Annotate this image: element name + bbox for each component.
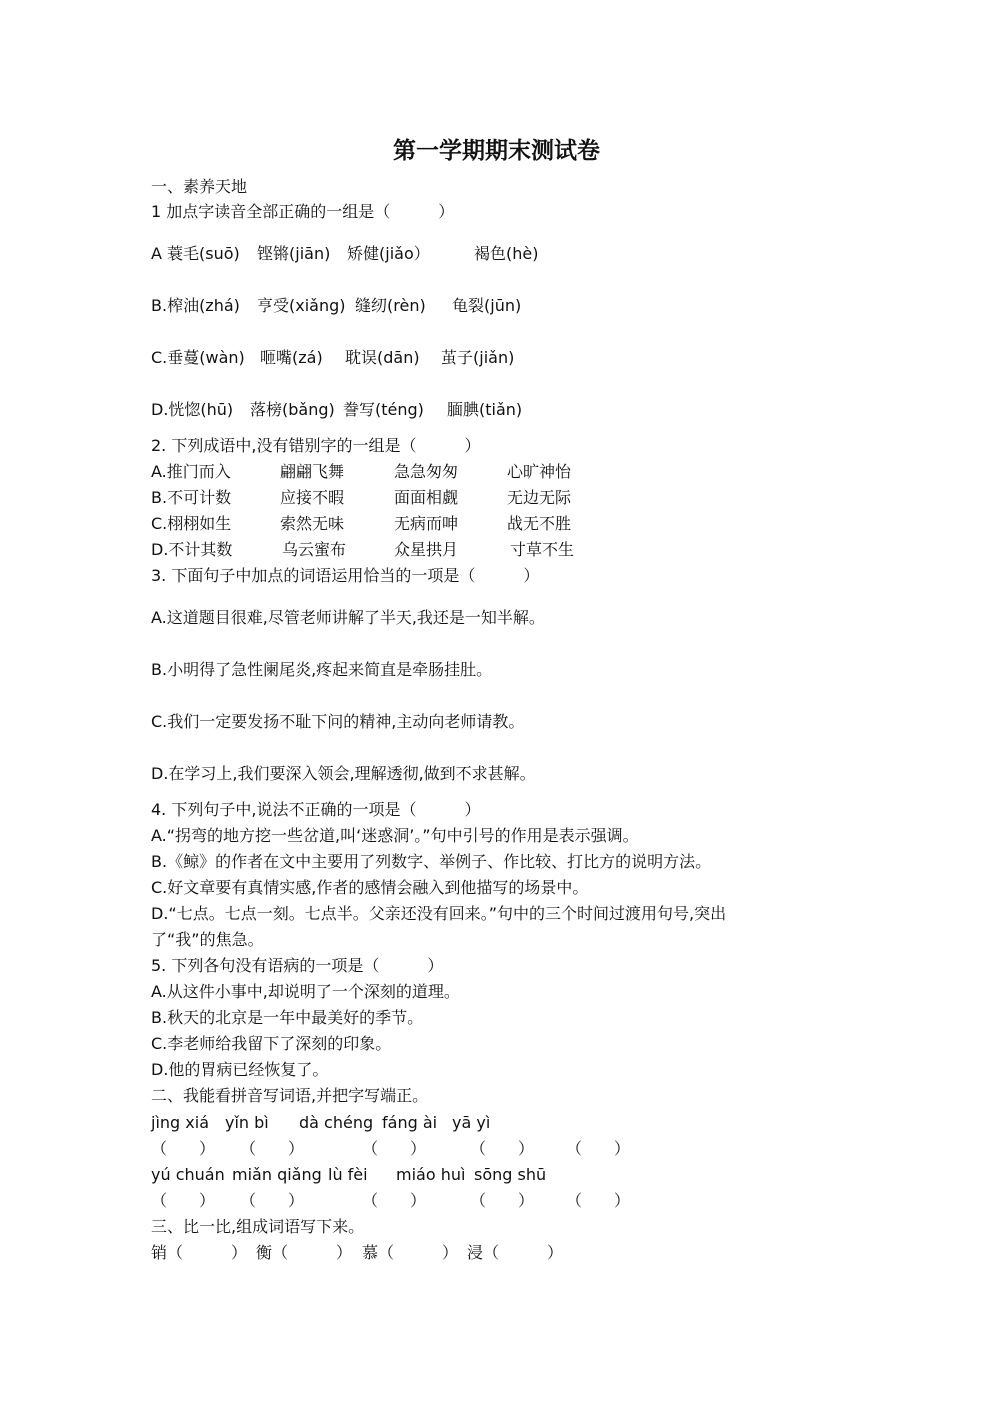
answer-blank[interactable]: （ ）	[240, 1139, 305, 1158]
compare-item[interactable]: 慕（ ）	[362, 1243, 459, 1262]
answer-blank[interactable]: （ ）	[470, 1191, 535, 1210]
q5-option-c: C.李老师给我留下了深刻的印象。	[151, 1034, 392, 1053]
q2-stem: 2. 下列成语中,没有错别字的一组是（ ）	[151, 436, 481, 455]
q4-stem: 4. 下列句子中,说法不正确的一项是（ ）	[151, 800, 481, 819]
answer-blank[interactable]: （ ）	[362, 1191, 427, 1210]
q5-option-d: D.他的胃病已经恢复了。	[151, 1060, 329, 1079]
section1-heading: 一、素养天地	[151, 177, 248, 196]
q4-option-d-line2: 了“我”的焦急。	[151, 930, 264, 949]
compare-item[interactable]: 销（ ）	[151, 1243, 248, 1262]
answer-blank[interactable]: （ ）	[566, 1191, 631, 1210]
q5-option-a: A.从这件小事中,却说明了一个深刻的道理。	[151, 982, 460, 1001]
answer-blank[interactable]: （ ）	[240, 1191, 305, 1210]
q4-option-d-line1: D.“七点。七点一刻。七点半。父亲还没有回来。”句中的三个时间过渡用句号,突出	[151, 904, 727, 923]
answer-blank[interactable]: （ ）	[151, 1191, 216, 1210]
q3-option-d: D.在学习上,我们要深入领会,理解透彻,做到不求甚解。	[151, 764, 536, 783]
q3-option-c: C.我们一定要发扬不耻下问的精神,主动向老师请教。	[151, 712, 525, 731]
page-title: 第一学期期末测试卷	[393, 137, 600, 164]
q4-option-b: B.《鲸》的作者在文中主要用了列数字、举例子、作比较、打比方的说明方法。	[151, 852, 712, 871]
q3-option-b: B.小明得了急性阑尾炎,疼起来简直是牵肠挂肚。	[151, 660, 493, 679]
q3-stem: 3. 下面句子中加点的词语运用恰当的一项是（ ）	[151, 566, 540, 585]
section3-heading: 三、比一比,组成词语写下来。	[151, 1217, 365, 1236]
compare-item[interactable]: 衡（ ）	[256, 1243, 353, 1262]
answer-blank[interactable]: （ ）	[151, 1139, 216, 1158]
q4-option-a: A.“拐弯的地方挖一些岔道,叫‘迷惑洞’。”句中引号的作用是表示强调。	[151, 826, 639, 845]
compare-item[interactable]: 浸（ ）	[467, 1243, 564, 1262]
answer-blank[interactable]: （ ）	[566, 1139, 631, 1158]
q4-option-c: C.好文章要有真情实感,作者的感情会融入到他描写的场景中。	[151, 878, 589, 897]
answer-blank[interactable]: （ ）	[362, 1139, 427, 1158]
exam-page: 第一学期期末测试卷 一、素养天地 1 加点字读音全部正确的一组是（ ） A 蓑毛(suō) 铿锵(jiān) 矫健(jiǎo） 褐色(hè) B.榨油(zhá) 亨受(xiǎng) 缝纫(rèn) 龟裂(jūn) C.垂蔓(wàn) 咂嘴(zá) 耽误(dān) 茧子(jiǎn) D.恍惚(hū) 落榜(bǎng) 誊写(téng) 腼腆(tiǎn) 2. 下列成语中,没有错别字的一组是（ ） A.推门而入 翩翩飞舞 急急匆匆 心旷神怡 B.不可计数 应接不暇 面面相觑 无边无际 C.栩栩如生 索然无味 无病而呻 战无不胜 D.不计其数 乌云蜜布 众星拱月 寸草不生 3. 下面句子中加点的词语运用恰当的一项是（ ） A.这道题目很难,尽管老师讲解了半天,我还是一知半解。 B.小明得了急性阑尾炎,疼起来简直是牵肠挂肚。 C.我们一定要发扬不耻下问的精神,主动向老师请教。 D.在学习上,我们要深入领会,理解透彻,做到不求甚解。 4. 下列句子中,说法不正确的一项是（ ） A.“拐弯的地方挖一些岔道,叫‘迷惑洞’。”句中引号的作用是表示强调。 B.《鲸》的作者在文中主要用了列数字、举例子、作比较、打比方的说明方法。 C.好文章要有真情实感,作者的感情会融入到他描写的场景中。 D.“七点。七点一刻。七点半。父亲还没有回来。”句中的三个时间过渡用句号,突出 了“我”的焦急。 5. 下列各句没有语病的一项是（ ） A.从这件小事中,却说明了一个深刻的道理。 B.秋天的北京是一年中最美好的季节。 C.李老师给我留下了深刻的印象。 D.他的胃病已经恢复了。 二、我能看拼音写词语,并把字写端正。 jìng xiá yǐn bì dà chéng fáng ài yā yì （ ） （ ） （ ） （ ） （ ） yú chuán miǎn qiǎng lù fèi miáo huì sōng shū （ ） （ ） （ ） （ ） （ ） 三、比一比,组成词语写下来。 销（ ） 衡（ ） 慕（ ） 浸（ ）	[0, 0, 993, 1404]
q5-option-b: B.秋天的北京是一年中最美好的季节。	[151, 1008, 424, 1027]
q5-stem: 5. 下列各句没有语病的一项是（ ）	[151, 956, 444, 975]
section2-heading: 二、我能看拼音写词语,并把字写端正。	[151, 1086, 429, 1105]
q3-option-a: A.这道题目很难,尽管老师讲解了半天,我还是一知半解。	[151, 608, 545, 627]
answer-blank[interactable]: （ ）	[470, 1139, 535, 1158]
q1-stem: 1 加点字读音全部正确的一组是（ ）	[151, 202, 455, 221]
